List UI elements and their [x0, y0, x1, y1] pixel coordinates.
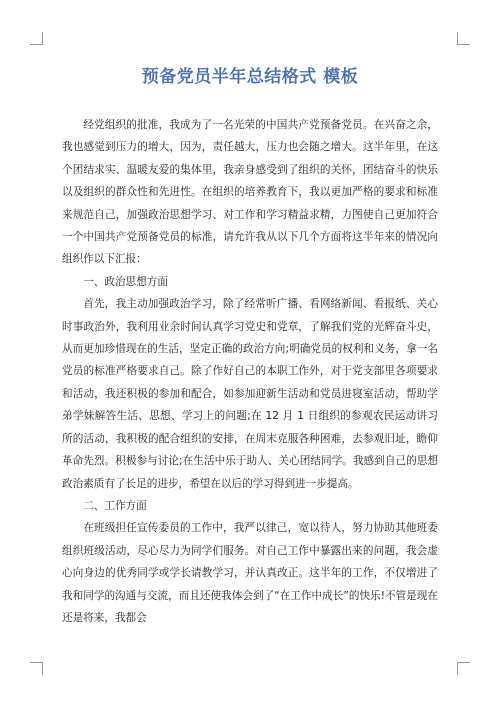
- crop-mark-bottom-left: [30, 662, 43, 675]
- crop-mark-bottom-right: [457, 662, 470, 675]
- crop-mark-top-left: [30, 32, 43, 45]
- section-heading-work: 二、工作方面: [83, 499, 147, 512]
- work-paragraph: 在班级担任宣传委员的工作中，我严以律己，宽以待人，努力协助其他班委组织班级活动，尽心尽力为同学们服务。对自己工作中暴露出来的问题，我会虚心向身边的优秀同学或学长请教学习，并认真改正。这半年的工作，不仅增进了我和同学的沟通与交流，而且还使我体会到了“在工作中成长”的快乐!不管是现在还是将来，我都会: [62, 522, 438, 624]
- intro-paragraph: 经党组织的批准，我成为了一名光荣的中国共产党预备党员。在兴奋之余，我也感觉到压力的增大，因为，责任越大，压力也会随之增大。这半年里，在这个团结求实、温暖友爱的集体里，我亲身感受到了组织的关怀，团结奋斗的快乐以及组织的群众性和先进性。在组织的培养教育下，我以更加严格的要求和标准来规范自己，加强政治思想学习、对工作和学习精益求精，力图使自己更加符合一个中国共产党预备党员的标准，请允许我从以下几个方面将这半年来的情况向组织作以下汇报：: [62, 119, 438, 266]
- document-body: [62, 114, 438, 629]
- section-heading-politics: 一、政治思想方面: [83, 275, 168, 288]
- crop-mark-top-right: [457, 32, 470, 45]
- document-title: 预备党员半年总结格式 模板: [141, 67, 359, 87]
- politics-paragraph: 首先，我主动加强政治学习，除了经常听广播、看网络新闻、看报纸、关心时事政治外，我利用业余时间认真学习党史和党章，了解我们党的光辉奋斗史，从而更加珍惜现在的生活，坚定正确的政治方向;明确党员的权利和义务，拿一名党员的标准严格要求自己。除了作好自己的本职工作外，对于党支部里各项要求和活动，我还积极的参加和配合，如参加迎新生活动和党员进寝室活动，帮助学弟学妹解答生活、思想、学习上的问题;在 12 月 1 日组织的参观农民运动讲习所的活动，我积极的配合组织的安排，在周末克服各种困难，去参观旧址，瞻仰革命先烈。积极参与讨论;在生活中乐于助人、关心团结同学。我感到自己的思想政治素质有了长足的进步，希望在以后的学习得到进一步提高。: [62, 298, 438, 490]
